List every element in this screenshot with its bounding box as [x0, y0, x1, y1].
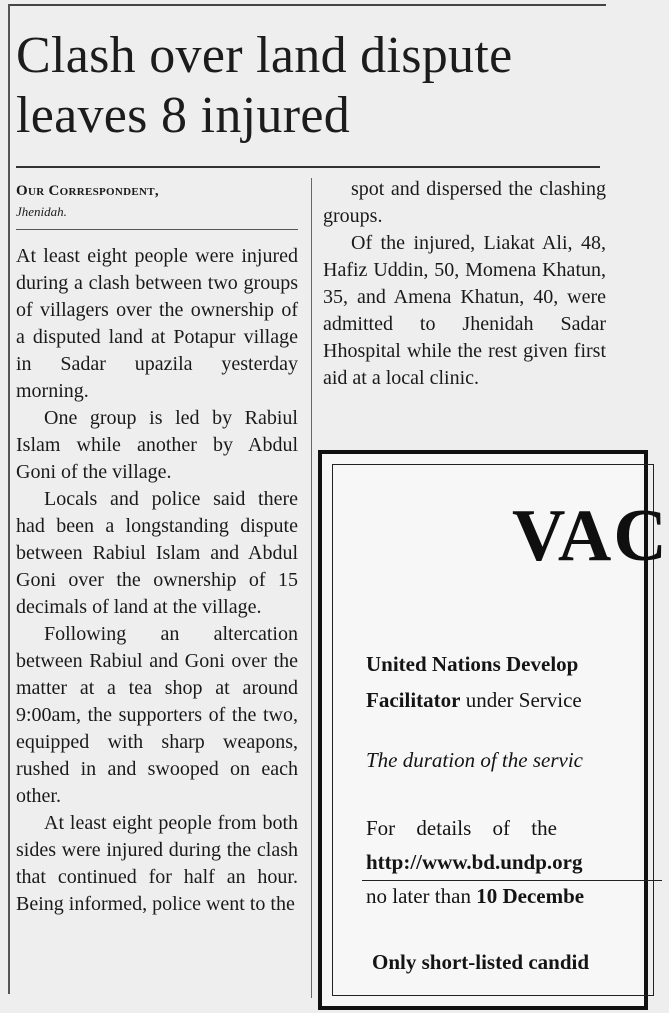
- advertisement-title: VAC: [512, 495, 669, 577]
- vacancy-advertisement: [318, 450, 669, 1010]
- advertisement-deadline: [366, 884, 584, 909]
- paragraph: At least eight people from both sides were injured during the clash that continued for half an hour. Being informed, police went to the: [16, 812, 298, 915]
- advertisement-organisation: United Nations Develop: [366, 652, 579, 676]
- top-rule: [8, 4, 606, 6]
- byline: Our Correspondent,: [16, 183, 159, 199]
- paragraph: Following an altercation between Rabiul and Goni over the matter at a tea shop at around 9:00am, the supporters of the two, equipped with sharp weapons, rushed in and swooped on each other.: [16, 623, 298, 807]
- dateline: Jhenidah.: [16, 204, 67, 219]
- headline-line-1: Clash over land dispute: [16, 27, 513, 84]
- article-headline: [16, 26, 616, 146]
- advertisement-position-title: Facilitator: [366, 688, 461, 712]
- paragraph: spot and dispersed the clashing groups.: [323, 178, 606, 227]
- advertisement-rule: [362, 880, 662, 881]
- advertisement-details: For details of the: [366, 816, 557, 840]
- advertisement-deadline-prefix: no later than: [366, 884, 477, 908]
- paragraph: At least eight people were injured during a clash between two groups of villagers over the ownership of a disputed land at Potapur village in Sadar upazila yesterday morning.: [16, 245, 298, 402]
- advertisement-deadline-date: 10 Decembe: [476, 884, 585, 908]
- paragraph: Of the injured, Liakat Ali, 48, Hafiz Uddin, 50, Momena Khatun, 35, and Amena Khatun, 40, were admitted to Jhenidah Sadar Hhospital while the rest given first aid at a local clinic.: [323, 232, 606, 389]
- advertisement-duration: The duration of the servic: [366, 748, 583, 772]
- column-rule: [311, 178, 312, 998]
- advertisement-url[interactable]: http://www.bd.undp.org: [366, 850, 583, 874]
- byline-rule: [16, 229, 298, 230]
- paragraph: One group is led by Rabiul Islam while another by Abdul Goni of the village.: [16, 407, 298, 483]
- advertisement-position: [366, 688, 582, 713]
- advertisement-position-rest: under Service: [460, 688, 582, 712]
- article-column-1: [16, 243, 298, 918]
- article-column-2: [323, 176, 606, 392]
- paragraph: Locals and police said there had been a longstanding dispute between Rabiul Islam and Abdul Goni over the ownership of 15 decimals of land at the village.: [16, 488, 298, 618]
- advertisement-footer: Only short-listed candid: [372, 950, 590, 974]
- left-rule: [8, 4, 10, 994]
- headline-line-2: leaves 8 injured: [16, 87, 351, 144]
- headline-rule: [16, 166, 600, 168]
